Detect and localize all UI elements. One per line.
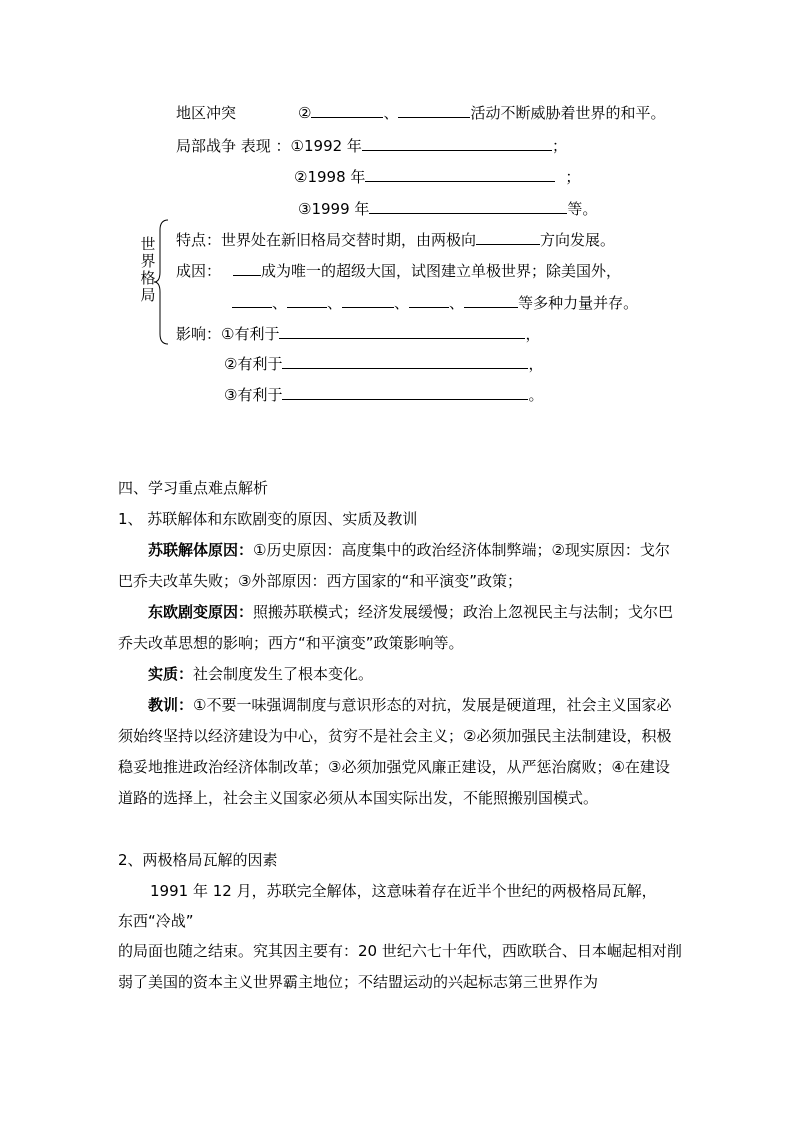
row-item: ②1998 年	[294, 168, 366, 186]
para-heading: 实质：	[148, 665, 194, 683]
fill-blank	[282, 352, 528, 369]
impact-end: ，	[528, 355, 544, 373]
cause-mid: 成为唯一的超级大国，试图建立单极世界；除美国外，	[261, 262, 622, 280]
outline-row-1999	[298, 197, 597, 219]
para-text: ①历史原因：高度集中的政治经济体制弊端；②现实原因：戈尔巴乔夫改革失败；③外部原因：西方国家的“和平演变”政策；	[118, 541, 670, 590]
fill-blank	[279, 322, 525, 339]
fill-blank	[398, 101, 470, 118]
impact-item: ②有利于	[224, 355, 283, 373]
fill-blank	[232, 291, 272, 308]
separator: 、	[272, 294, 288, 312]
fill-blank	[464, 291, 518, 308]
section-title: 四、学习重点难点解析	[118, 479, 269, 497]
fill-blank	[409, 291, 449, 308]
impact-item: ③有利于	[224, 386, 283, 404]
separator: 、	[383, 104, 399, 122]
paragraph-1991-line2: 东西“冷战”	[118, 912, 194, 930]
fill-blank	[342, 291, 394, 308]
fill-blank	[311, 101, 383, 118]
outline-feature	[176, 228, 615, 250]
para-text: 社会制度发生了根本变化。	[193, 665, 374, 683]
para-text: 照搬苏联模式；经济发展缓慢；政治上忽视民主与法制；戈尔巴乔夫改革思想的影响；西方“和平演变”政策影响等。	[118, 603, 674, 652]
cause-lead: 成因：	[176, 262, 222, 280]
subsection-title-1: 1、 苏联解体和东欧剧变的原因、实质及教训	[118, 510, 418, 528]
para-heading: 苏联解体原因：	[148, 541, 254, 559]
subsection-title-2: 2、两极格局瓦解的因素	[118, 851, 278, 869]
impact-end: 。	[528, 386, 544, 404]
outline-impact-3	[224, 383, 543, 405]
fill-blank	[287, 291, 327, 308]
para-heading: 教训：	[148, 696, 194, 714]
impact-end: ，	[525, 325, 541, 343]
separator: 、	[449, 294, 465, 312]
fill-blank	[369, 197, 567, 214]
row-item: ①1992 年	[290, 137, 362, 155]
vert-char: 世	[140, 235, 156, 253]
outline-row-local-war	[176, 134, 567, 156]
outline-impact-2	[224, 352, 543, 374]
row-label: 地区冲突	[176, 104, 237, 122]
fill-blank	[282, 383, 528, 400]
impact-item: ①有利于	[221, 325, 280, 343]
outline-cause-line2	[232, 291, 638, 313]
row-item: ③1999 年	[298, 200, 370, 218]
paragraph-factors: 的局面也随之结束。究其因主要有：20 世纪六七十年代，西欧联合、日本崛起相对削弱了美国的资本主义世界霸主地位；不结盟运动的兴起标志第三世界作为	[118, 942, 682, 991]
feature-tail: 方向发展。	[540, 231, 616, 249]
separator: 、	[394, 294, 410, 312]
vert-char: 格	[140, 269, 156, 287]
paragraph-eastern-europe	[118, 597, 683, 659]
fill-blank	[362, 134, 552, 151]
row-tail: 活动不断威胁着世界的和平。	[470, 104, 666, 122]
separator: 、	[327, 294, 343, 312]
para-text: ①不要一味强调制度与意识形态的对抗，发展是硬道理，社会主义国家必须始终坚持以经济建设为中心，贫穷不是社会主义；②必须加强民主法制建设，积极稳妥地推进政治经济体制改革；③必须加强党风廉正建设，从严惩治腐败；④在建设道路的选择上，社会主义国家必须从本国实际出发，不能照搬别国模式。	[118, 696, 672, 807]
outline-row-regional-conflict	[176, 101, 666, 123]
fill-blank	[233, 259, 261, 276]
cause-tail: 等多种力量并存。	[518, 294, 639, 312]
vert-char: 局	[140, 286, 156, 304]
row-end: 等。	[567, 200, 598, 218]
paragraph-lessons	[118, 690, 683, 814]
paragraph-1991-line1: 1991 年 12 月，苏联完全解体，这意味着存在近半个世纪的两极格局瓦解，	[150, 882, 657, 900]
fill-blank	[365, 165, 555, 182]
row-label: 局部战争 表现 ：	[176, 137, 291, 155]
curly-brace	[152, 218, 170, 346]
row-end: ；	[565, 168, 581, 186]
feature-lead: 特点：世界处在新旧格局交替时期，由两极向	[176, 231, 477, 249]
fill-blank	[476, 228, 540, 245]
paragraph-soviet-collapse	[118, 535, 683, 597]
row-end: ；	[551, 137, 567, 155]
paragraph-essence	[118, 659, 683, 690]
outline-cause	[176, 259, 621, 281]
row-num: ②	[298, 104, 312, 122]
outline-row-1998	[294, 165, 580, 187]
para-heading: 东欧剧变原因：	[148, 603, 254, 621]
vert-char: 界	[140, 252, 156, 270]
outline-impact-1	[176, 322, 540, 344]
impact-lead: 影响：	[176, 325, 222, 343]
